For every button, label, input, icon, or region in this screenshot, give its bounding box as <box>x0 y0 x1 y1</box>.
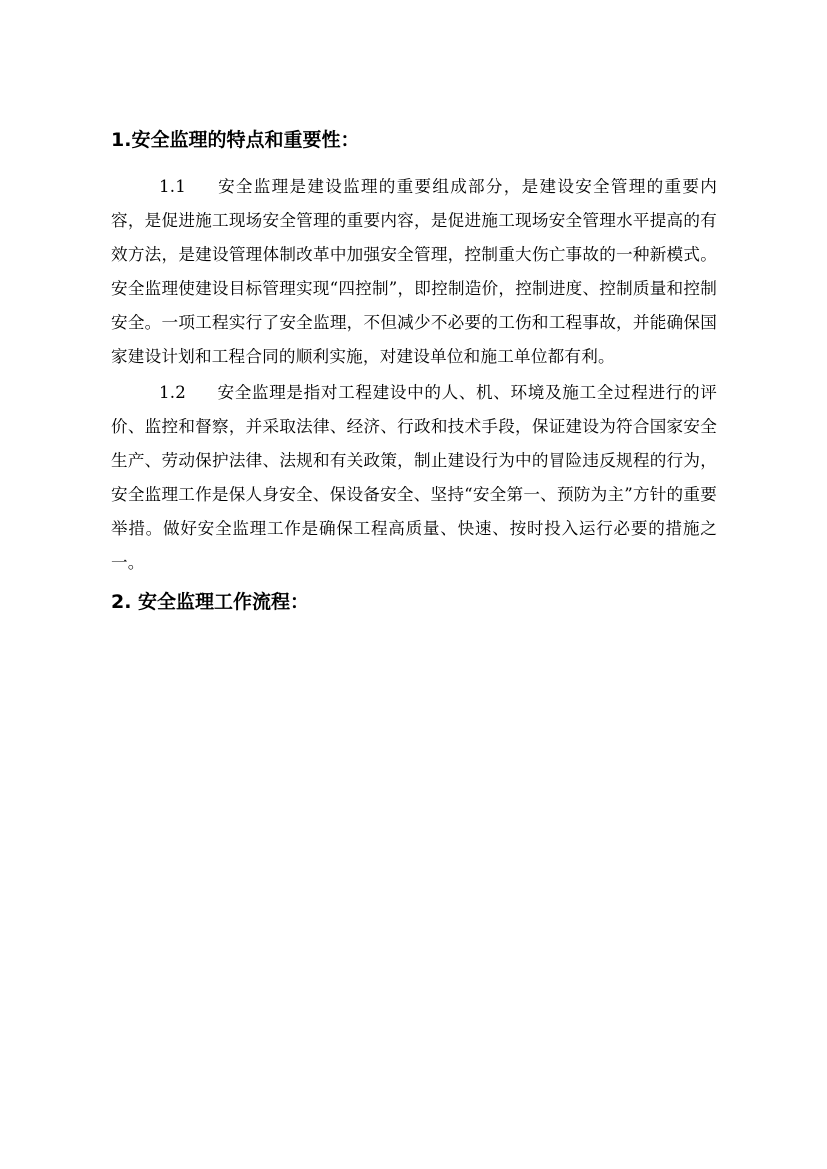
document-body <box>111 124 717 618</box>
paragraph-1-2 <box>111 376 717 580</box>
paragraph-number-1-2: 1.2 <box>159 383 186 402</box>
section-heading-2: 2. 安全监理工作流程： <box>111 591 310 613</box>
paragraph-number-1-1: 1.1 <box>159 177 186 196</box>
section-heading-1: 1.安全监理的特点和重要性： <box>111 129 360 151</box>
paragraph-text-1-1: 安全监理是建设监理的重要组成部分，是建设安全管理的重要内容，是促进施工现场安全管理的重要内容，是促进施工现场安全管理水平提高的有效方法，是建设管理体制改革中加强安全管理，控制重大伤亡事故的一种新模式。安全监理使建设目标管理实现“四控制”，即控制造价，控制进度、控制质量和控制安全。一项工程实行了安全监理，不但减少不必要的工伤和工程事故，并能确保国家建设计划和工程合同的顺利实施，对建设单位和施工单位都有利。 <box>111 177 717 366</box>
paragraph-1-1 <box>111 170 717 374</box>
paragraph-text-1-2: 安全监理是指对工程建设中的人、机、环境及施工全过程进行的评价、监控和督察，并采取法律、经济、行政和技术手段，保证建设为符合国家安全生产、劳动保护法律、法规和有关政策，制止建设行为中的冒险违反规程的行为，安全监理工作是保人身安全、保设备安全、坚持“安全第一、预防为主”方针的重要举措。做好安全监理工作是确保工程高质量、快速、按时投入运行必要的措施之一。 <box>111 383 717 572</box>
